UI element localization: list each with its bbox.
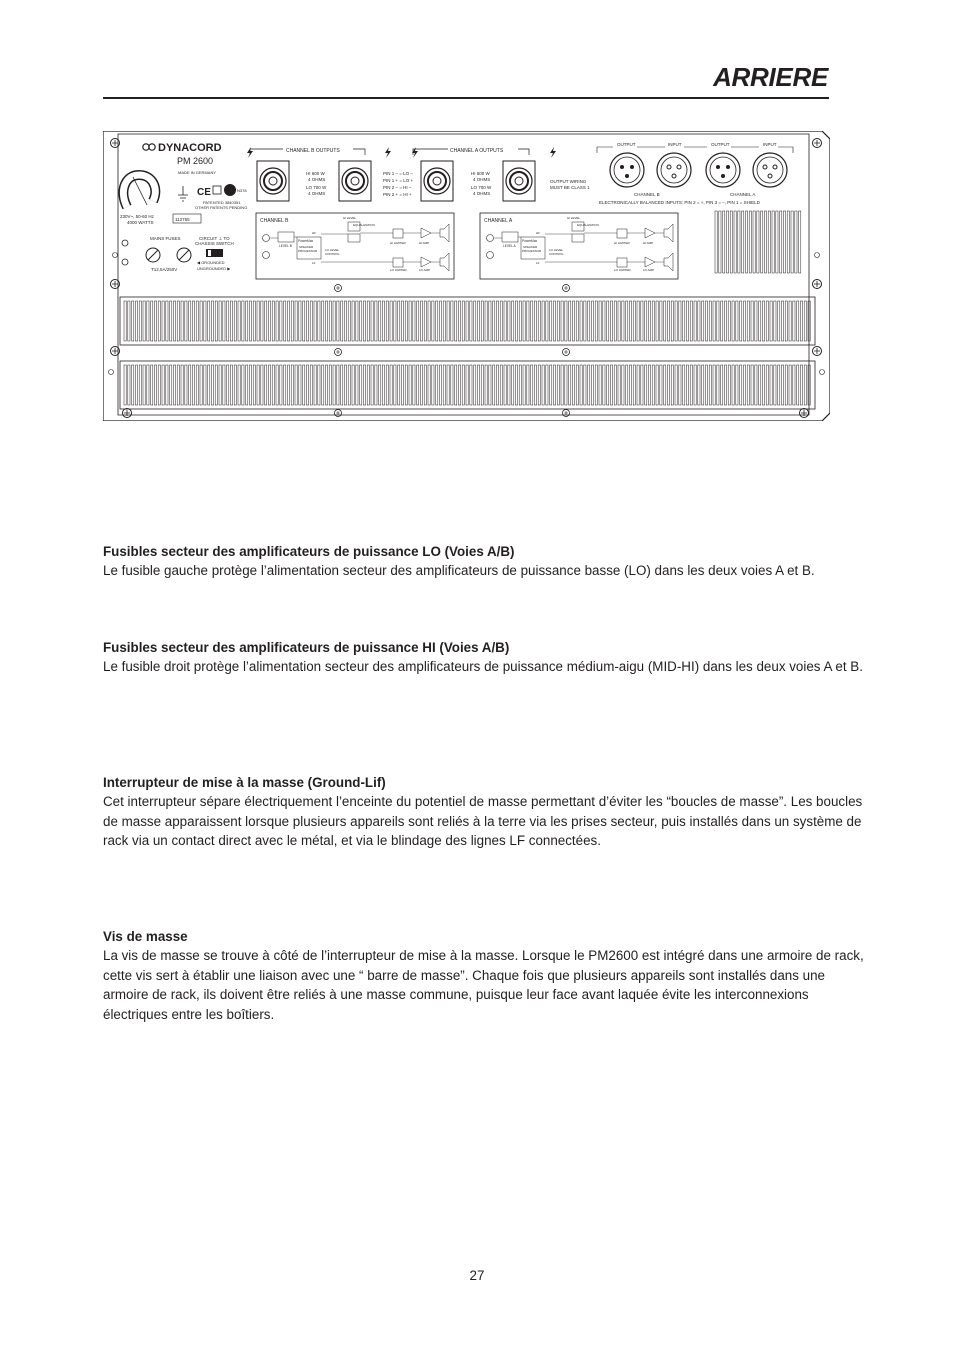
svg-text:LEVEL A: LEVEL A [503,244,516,248]
ground-lift-switch[interactable] [206,249,223,257]
svg-text:HI AMP: HI AMP [419,241,430,245]
svg-text:HI LEVEL: HI LEVEL [567,216,581,220]
section-lo-fuses [103,542,871,581]
xlr-output-channel-a[interactable] [706,153,740,187]
svg-text:SPEAKER: SPEAKER [523,245,538,249]
ventilation-grille-bottom [124,365,810,405]
section-body: La vis de masse se trouve à côté de l’interrupteur de mise à la masse. Lorsque le PM2600 est intégré dans une armoire de rack, cette vis sert à établir une liaison avec une “ barre de masse”. Chaque fois que plusieurs appareils sont installés dans une armoire de rack, ils doivent être reliés à une masse commune, puisque leur face avant laquée évite les interconnexions électriques entre les boîtiers. [103,948,864,1022]
section-heading: Fusibles secteur des amplificateurs de puissance HI (Voies A/B) [103,640,510,655]
svg-text:SPEAKER: SPEAKER [299,245,314,249]
svg-text:◀ GROUNDED: ◀ GROUNDED [197,260,225,265]
svg-text:4 OHMS: 4 OHMS [473,191,491,196]
svg-text:CHANNEL A: CHANNEL A [730,192,756,197]
svg-text:CE: CE [197,187,211,198]
hi-fuse-holder-icon[interactable] [177,248,191,262]
speakon-output-b2[interactable] [339,161,371,201]
svg-text:EQUALIZATION: EQUALIZATION [577,223,599,227]
section-ground-lift [103,773,871,851]
svg-text:OTHER PATENTS PENDING: OTHER PATENTS PENDING [195,205,248,210]
brand-text: DYNACORD [158,142,222,154]
svg-text:LEVEL B: LEVEL B [279,244,292,248]
svg-text:4 OHMS: 4 OHMS [308,191,326,196]
svg-text:PIN 1 + = LO +: PIN 1 + = LO + [383,178,414,183]
svg-text:PIN 2 + = HI +: PIN 2 + = HI + [383,192,412,197]
svg-text:HF: HF [312,231,316,235]
svg-text:PowerMax: PowerMax [298,239,314,243]
page-title: ARRIERE [713,62,828,92]
svg-text:CIRCUIT ⊥ TO: CIRCUIT ⊥ TO [199,236,230,241]
svg-text:MADE IN GERMANY: MADE IN GERMANY [178,170,217,175]
svg-text:LO 700 W: LO 700 W [306,185,327,190]
svg-text:CHANNEL B: CHANNEL B [260,218,289,224]
ventilation-grille-middle [124,301,810,341]
ground-screw-icon[interactable] [122,240,128,265]
section-hi-fuses [103,638,871,677]
svg-text:HF: HF [536,231,540,235]
svg-text:PIN 2 – = HI –: PIN 2 – = HI – [383,185,412,190]
speakon-output-b1[interactable] [257,161,289,201]
svg-text:LO AMP: LO AMP [419,268,431,272]
svg-text:PROCESSOR: PROCESSOR [298,249,318,253]
mains-cord-icon [123,175,155,207]
svg-text:112755: 112755 [175,217,190,222]
svg-text:T12,5A/250V: T12,5A/250V [151,267,178,272]
speakon-output-a1[interactable] [421,161,453,201]
svg-text:230V~, 50-60 Hz: 230V~, 50-60 Hz [120,214,154,219]
xlr-output-channel-b[interactable] [610,153,644,187]
svg-text:OUTPUT: OUTPUT [617,142,636,147]
chassis-screw-icon [109,253,825,417]
svg-text:4000 WATTS: 4000 WATTS [127,220,154,225]
section-ground-screw [103,927,871,1024]
svg-text:PowerMax: PowerMax [522,239,538,243]
certification-marks-icon [197,184,247,198]
xlr-input-channel-a[interactable] [753,153,787,187]
svg-text:LO LEVEL: LO LEVEL [325,248,340,252]
svg-text:MAINS FUSES: MAINS FUSES [150,236,181,241]
section-body: Cet interrupteur sépare électriquement l’enceinte du potentiel de masse permettant d’éviter les “boucles de masse”. Les boucles de masse apparaissent lorsque plusieurs appareils sont reliés à la terre via les prises secteur, puis installés dans un système de rack via un contact direct avec le métal, et via le blindage des lignes LF connectées. [103,794,863,849]
svg-text:MUST BE CLASS 1: MUST BE CLASS 1 [550,185,590,190]
svg-text:HI LEVEL: HI LEVEL [343,216,357,220]
svg-text:4 OHMS: 4 OHMS [473,177,491,182]
svg-text:OUTPUT: OUTPUT [711,142,730,147]
channel-a-block-diagram [480,213,678,279]
svg-text:PROCESSOR: PROCESSOR [522,249,542,253]
svg-text:HI 600 W: HI 600 W [306,171,325,176]
section-heading: Fusibles secteur des amplificateurs de puissance LO (Voies A/B) [103,544,515,559]
svg-text:N378: N378 [237,188,247,193]
brand-logo [143,142,222,154]
svg-text:CONTROL: CONTROL [325,252,340,256]
svg-text:LO AMP: LO AMP [643,268,655,272]
svg-text:INPUT: INPUT [763,142,777,147]
svg-text:PATENTED 3840351: PATENTED 3840351 [203,200,241,205]
svg-text:HI 600 W: HI 600 W [471,171,490,176]
svg-text:PIN 1 – = LO –: PIN 1 – = LO – [383,171,413,176]
xlr-input-channel-b[interactable] [657,153,691,187]
svg-text:LF: LF [536,261,540,265]
svg-text:UNGROUNDED ▶: UNGROUNDED ▶ [197,266,231,271]
model-label: PM 2600 [177,156,214,166]
svg-text:CHANNEL A: CHANNEL A [484,218,513,224]
section-body: Le fusible droit protège l’alimentation secteur des amplificateurs de puissance médium-aigu (MID-HI) dans les deux voies A et B. [103,659,863,675]
channel-b-block-diagram [256,213,454,279]
svg-text:HI AMP: HI AMP [643,241,654,245]
svg-text:LO 700 W: LO 700 W [471,185,492,190]
svg-text:LO LEVEL: LO LEVEL [549,248,564,252]
svg-text:ELECTRONICALLY BALANCED INPUTS: ELECTRONICALLY BALANCED INPUTS: PIN 2 = +, PIN 3 = –, PIN 1 = SHIELD [599,200,760,205]
svg-text:CHASSIS SWITCH: CHASSIS SWITCH [195,241,234,246]
title-rule [103,97,829,99]
speakon-output-a2[interactable] [503,161,535,201]
ground-symbol-icon [178,186,188,201]
svg-text:CHANNEL B OUTPUTS: CHANNEL B OUTPUTS [286,148,340,154]
lo-fuse-holder-icon[interactable] [146,248,160,262]
svg-text:INPUT: INPUT [668,142,682,147]
svg-text:HI LIMITER: HI LIMITER [390,241,406,245]
section-body: Le fusible gauche protège l’alimentation secteur des amplificateurs de puissance basse (LO) dans les deux voies A et B. [103,563,815,579]
svg-text:OUTPUT WIRING: OUTPUT WIRING [550,179,587,184]
svg-text:CHANNEL B: CHANNEL B [634,192,660,197]
svg-text:LF: LF [312,261,316,265]
svg-text:4 OHMS: 4 OHMS [308,177,326,182]
svg-text:LO LIMITER: LO LIMITER [614,268,631,272]
page-number: 27 [469,1268,485,1283]
rear-panel-diagram [103,131,830,421]
svg-text:CHANNEL A OUTPUTS: CHANNEL A OUTPUTS [450,148,504,154]
svg-text:HI LIMITER: HI LIMITER [614,241,630,245]
section-heading: Interrupteur de mise à la masse (Ground-Lif) [103,775,386,790]
svg-text:EQUALIZATION: EQUALIZATION [353,223,375,227]
section-heading: Vis de masse [103,929,188,944]
svg-text:CONTROL: CONTROL [549,252,564,256]
ventilation-grille-top [715,211,801,273]
svg-text:LO LIMITER: LO LIMITER [390,268,407,272]
